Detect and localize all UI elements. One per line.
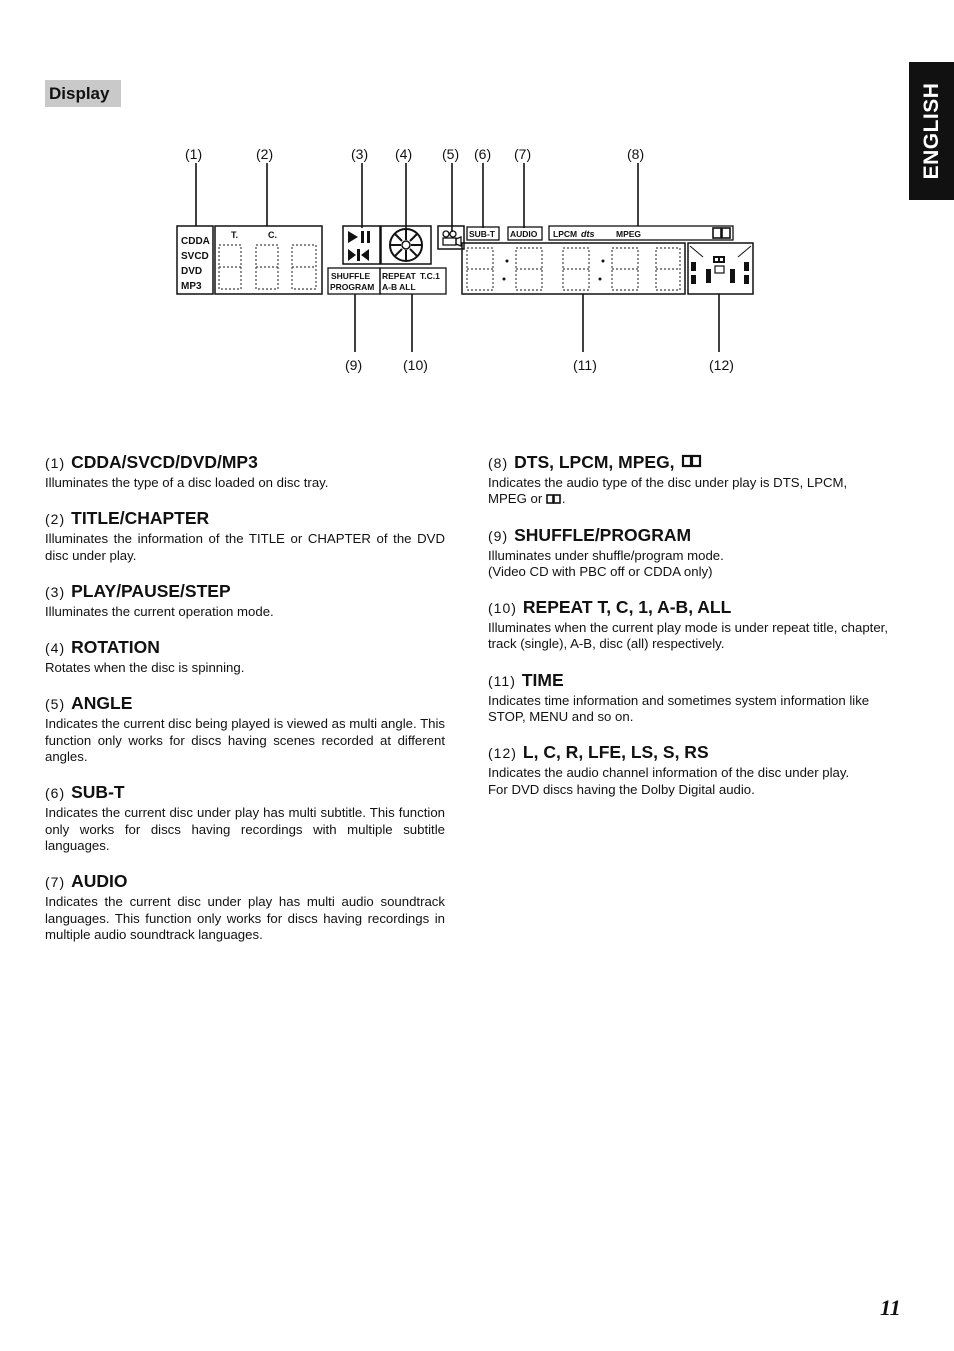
item-title: TIME (521, 669, 564, 690)
item-9 (488, 525, 888, 581)
mpeg-label: MPEG (616, 229, 642, 239)
callout-1: (1) (185, 146, 203, 162)
channel-map-panel (688, 243, 753, 294)
repeat-modes-label: T.C.1 (420, 271, 440, 281)
item-number: (2) (45, 511, 66, 528)
item-description: Indicates the current disc under play has multi subtitle. This function only works for discs having recordings with multiple subtitle languages. (45, 805, 445, 853)
repeat-label: REPEAT (382, 271, 416, 281)
callout-11: (11) (573, 357, 597, 373)
item-5 (45, 693, 445, 765)
callout-3: (3) (351, 146, 369, 162)
page-number: 11 (880, 1295, 901, 1320)
item-number: (3) (45, 583, 66, 600)
item-description: Illuminates under shuffle/program mode. (488, 547, 724, 563)
callout-9: (9) (345, 357, 363, 373)
item-description: Illuminates the current operation mode. (45, 603, 274, 619)
item-number: (9) (488, 527, 509, 544)
item-number: (4) (45, 640, 66, 657)
item-title: L, C, R, LFE, LS, S, RS (522, 742, 709, 763)
play-pause-step-icon (343, 226, 380, 264)
item-title: ROTATION (71, 637, 160, 658)
item-title: REPEAT T, C, 1, A-B, ALL (522, 597, 732, 618)
dolby-digital-icon (713, 228, 730, 238)
descriptions-right-column (488, 452, 888, 815)
item-description: Indicates the current disc being played is viewed as multi angle. This function only works for discs having scenes recorded at different angles. (45, 716, 445, 765)
disc-type-cdda: CDDA (181, 236, 210, 247)
item-description: Illuminates the information of the TITLE or CHAPTER of the DVD disc under play. (45, 531, 445, 563)
chapter-label: C. (268, 230, 277, 240)
item-number: (8) (488, 455, 509, 471)
item-description: Illuminates the type of a disc loaded on disc tray. (45, 475, 329, 490)
dolby-digital-icon (681, 454, 703, 468)
item-title: CDDA/SVCD/DVD/MP3 (71, 452, 258, 472)
callout-2: (2) (256, 146, 274, 162)
title-label: T. (231, 230, 239, 240)
callout-4: (4) (395, 146, 413, 162)
item-number: (11) (488, 672, 516, 689)
item-description: Rotates when the disc is spinning. (45, 660, 245, 676)
audio-format-panel (549, 226, 733, 240)
item-12 (488, 742, 888, 798)
lpcm-label: LPCM (553, 229, 578, 239)
shuffle-program-indicator (328, 268, 380, 294)
audio-label: AUDIO (510, 229, 538, 239)
item-title: ANGLE (71, 693, 133, 714)
item-2 (45, 508, 445, 564)
item-6 (45, 782, 445, 854)
rotation-disc-icon (381, 226, 431, 264)
title-chapter-panel (215, 226, 322, 294)
item-7 (45, 871, 445, 943)
item-description: Indicates the audio channel information of the disc under play. (488, 765, 850, 781)
item-title: SHUFFLE/PROGRAM (514, 524, 692, 545)
item-title: PLAY/PAUSE/STEP (71, 580, 231, 601)
item-number: (5) (45, 696, 66, 713)
item-title: DTS, LPCM, MPEG, (514, 452, 675, 472)
dts-label: dts (581, 229, 595, 239)
item-description-note: (Video CD with PBC off or CDDA only) (488, 563, 713, 579)
callout-10: (10) (403, 357, 428, 373)
item-number: (10) (488, 600, 517, 617)
item-description-note: For DVD discs having the Dolby Digital audio. (488, 781, 755, 797)
time-digits-panel (462, 243, 685, 294)
item-11 (488, 670, 888, 726)
descriptions-left-column (45, 452, 445, 960)
disc-type-panel (177, 226, 213, 294)
item-description: Illuminates when the current play mode is under repeat title, chapter, track (single), A-B, disc (all) respectively. (488, 620, 888, 652)
item-4 (45, 637, 445, 676)
item-description: Indicates time information and sometimes system information like STOP, MENU and so on. (488, 692, 870, 725)
shuffle-label: SHUFFLE (331, 271, 371, 281)
item-number: (12) (488, 745, 517, 762)
angle-camera-icon (438, 226, 464, 249)
sub-t-label: SUB-T (469, 229, 495, 239)
item-description: Indicates the current disc under play has multi audio soundtrack languages. This function only works for discs having recordings in multiple audio soundtrack languages. (45, 894, 445, 942)
item-3 (45, 581, 445, 620)
callout-6: (6) (474, 146, 492, 162)
section-label: Display (45, 80, 121, 107)
dolby-digital-icon (546, 494, 562, 505)
disc-type-svcd: SVCD (181, 251, 209, 262)
callout-5: (5) (442, 146, 460, 162)
item-description-text: Indicates the audio type of the disc under play is DTS, LPCM, MPEG or (488, 475, 848, 507)
item-description-suffix: . (561, 491, 566, 507)
item-number: (6) (45, 785, 66, 802)
language-tab (909, 62, 954, 200)
item-1 (45, 452, 445, 491)
disc-type-mp3: MP3 (181, 281, 202, 292)
callout-7: (7) (514, 146, 532, 162)
sub-t-indicator (467, 227, 499, 240)
callout-12: (12) (709, 357, 734, 373)
item-title: SUB-T (71, 782, 125, 803)
item-title: TITLE/CHAPTER (71, 508, 210, 529)
display-diagram (170, 138, 770, 388)
item-10 (488, 597, 888, 653)
disc-type-dvd: DVD (181, 266, 203, 277)
language-tab-label: ENGLISH (919, 82, 943, 180)
repeat-indicator (380, 268, 446, 294)
audio-indicator (508, 227, 542, 240)
item-description (488, 475, 888, 508)
program-label: PROGRAM (330, 282, 375, 292)
item-8 (488, 452, 888, 508)
callout-8: (8) (627, 146, 645, 162)
item-number: (1) (45, 455, 66, 471)
ab-all-label: A-B ALL (382, 282, 416, 292)
item-title: AUDIO (71, 871, 128, 892)
item-number: (7) (45, 874, 66, 891)
